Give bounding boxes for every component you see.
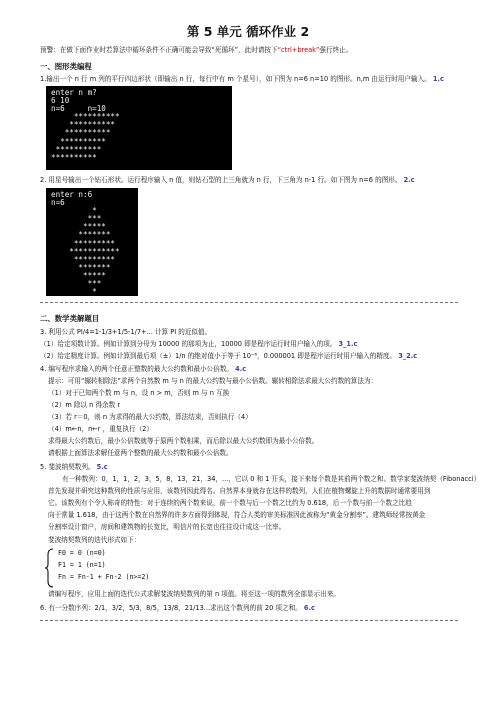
- fibonacci-formula-f1: F1 = 1 (n=1): [58, 561, 106, 569]
- section-heading-math: 二、数学类解题目: [40, 314, 100, 323]
- question-1: [40, 75, 460, 84]
- question-3-sub-2-text: （2）给定精度计算。例如计算到最后项（±）1/n 的绝对值小于等于 10⁻⁶，0.000001 即是程序运行时用户输入的精度。: [40, 352, 397, 360]
- question-5-text: 5. 斐波纳契数列。: [40, 463, 95, 471]
- fibonacci-formula-f0: F0 = 0 (n=0): [58, 549, 106, 557]
- question-4-text: 4. 编写程序求输入的两个任意正整数的最大公约数和最小公倍数。: [40, 365, 234, 373]
- console-line: enter n m?: [51, 88, 97, 97]
- question-2: [40, 176, 460, 185]
- question-1-text: 1.输出一个 n 行 m 列的平行四边形状（即输出 n 行，每行中有 m 个星号），如下图为 n=6 n=10 的图形。n,m 由运行时用户输入。: [40, 75, 431, 83]
- question-5-para-3: 它。该数列有个令人称奇的特性：对于连续的两个数来说，前一个数与后一个数之比约为 0.618，后一个数与前一个数之比趋: [48, 499, 412, 507]
- question-5-formula-intro: 斐波纳契数列的迭代形式如下：: [48, 536, 141, 544]
- warning-line: [40, 46, 460, 55]
- question-4-step-4: （4）m←n，n←r ，重复执行（2）: [48, 425, 153, 433]
- console-line: ***: [51, 214, 102, 224]
- question-4-step-2: （2）m 除以 n 得余数 r: [48, 401, 121, 409]
- console-line: **********: [51, 136, 106, 146]
- question-4-file-tag: 4.c: [235, 365, 247, 373]
- question-5: [40, 463, 460, 472]
- question-6-file-tag: 6.c: [303, 604, 315, 612]
- question-4-after-2: 请根据上面算法求解任意两个整数的最大公约数和最小公倍数。: [48, 449, 233, 457]
- console-line: *********: [51, 254, 116, 264]
- question-2-file-tag: 2.c: [403, 176, 415, 184]
- question-5-file-tag: 5.c: [96, 463, 108, 471]
- console-line: ***: [51, 279, 102, 289]
- console-line: *******: [51, 262, 111, 272]
- question-4-hint: 提示：可用“辗转相除法”求两个自然数 m 与 n 的最大公约数与最小公倍数。辗转相除法求最大公约数的算法为：: [48, 377, 378, 385]
- question-5-para-5: 分割率设计窗户，房间和建筑物的长宽比，明信片的长宽也往往设计成这一比率。: [48, 523, 286, 531]
- question-4: [40, 365, 460, 374]
- console-line: *******: [51, 230, 111, 240]
- question-5-after: 请编写程序，应用上面的迭代公式求解斐波纳契数列的第 n 项值。将至这一项的数列全部显示出来。: [48, 590, 340, 598]
- warning-suffix: 强行终止。: [319, 46, 353, 54]
- console-line: *****: [51, 222, 106, 232]
- question-3-sub-1: [40, 340, 460, 349]
- console-line: 6 10: [51, 96, 70, 106]
- question-4-after-1: 求得最大公约数后，最小公倍数就等于原两个数相乘，而后除以最大公约数即为最小公倍数。: [48, 437, 319, 445]
- console-line: **********: [51, 128, 111, 138]
- bottom-divider: [40, 620, 458, 621]
- question-3-text: 3. 利用公式 PI/4=1-1/3+1/5-1/7+... 计算 PI 的近似值。: [40, 328, 212, 336]
- question-3-sub-1-text: （1）给定项数计算。例如计算到分母为 10000 的那项为止，10000 即是程序运行时用户输入的项。: [40, 340, 337, 348]
- left-brace-icon: [44, 548, 54, 588]
- console-line: enter n:6: [51, 190, 93, 199]
- console-window-diamond: [46, 188, 138, 296]
- console-window-parallelogram: [46, 86, 232, 170]
- question-5-para-1: 有一种数列：0，1，1，2，3，5，8，13，21，34，...，它以 0 和 1 开头，接下来每个数是其前两个数之和。数学家斐波纳契（Fibonacci）: [62, 475, 481, 483]
- console-line: **********: [51, 144, 102, 154]
- question-4-step-1: （1）对于已知两个数 m 与 n，设 n > m，否则 m 与 n 互换: [48, 389, 230, 397]
- console-line: n=6 n=10: [51, 104, 106, 114]
- question-2-text: 2. 用星号输出一个钻石形状。运行程序输入 n 值，则钻石型的上三角就为 n 行，下三角为 n-1 行。如下图为 n=6 的图形。: [40, 176, 402, 184]
- console-line: **********: [51, 152, 97, 162]
- question-3-sub-2: [40, 352, 460, 361]
- question-5-para-4: 向于常量 1.618，由于这两个数在自然界的许多方面得到体现，符合人类的审美标准因此被称为“黄金分割率”。建筑师经常按黄金: [48, 511, 426, 519]
- warning-prefix: 预警：在做下面作业时若算法中循环条件不正确可能会导致“死循环”，此时请按下: [40, 46, 278, 54]
- question-1-file-tag: 1.c: [432, 75, 444, 83]
- question-5-para-2: 首先发现并研究这种数列的性质与应用，该数列因此得名。自然界本身就存在这样的数列，人们在植物螺旋上升的数据时通常要用到: [48, 487, 431, 495]
- question-4-step-3: （3）若 r＝0，则 n 为求得的最大公约数，算法结束，否则执行（4）: [48, 413, 252, 421]
- console-line: **********: [51, 120, 116, 130]
- console-line: ***********: [51, 246, 120, 256]
- page-title: 第 5 单元 循环作业 2: [186, 24, 310, 39]
- console-line: *********: [51, 238, 116, 248]
- section-heading-graphics: 一、图形类编程: [40, 62, 92, 71]
- question-3-sub-2-file-tag: 3_2.c: [398, 352, 418, 360]
- console-line: *: [51, 287, 97, 296]
- warning-key: “ctrl+break”: [277, 46, 320, 54]
- question-6: [40, 604, 460, 613]
- console-line: *****: [51, 270, 106, 280]
- console-line: *: [51, 206, 97, 216]
- question-6-text: 6. 有一分数序列：2/1，3/2，5/3，8/5，13/8，21/13...求出这个数列的前 20 项之和。: [40, 604, 302, 612]
- fibonacci-formula-fn: Fn = Fn-1 + Fn-2 (n>=2): [58, 573, 150, 581]
- console-line: n=6: [51, 198, 65, 208]
- console-line: **********: [51, 112, 120, 122]
- question-3-sub-1-file-tag: 3_1.c: [338, 340, 358, 348]
- section-divider: [40, 302, 458, 303]
